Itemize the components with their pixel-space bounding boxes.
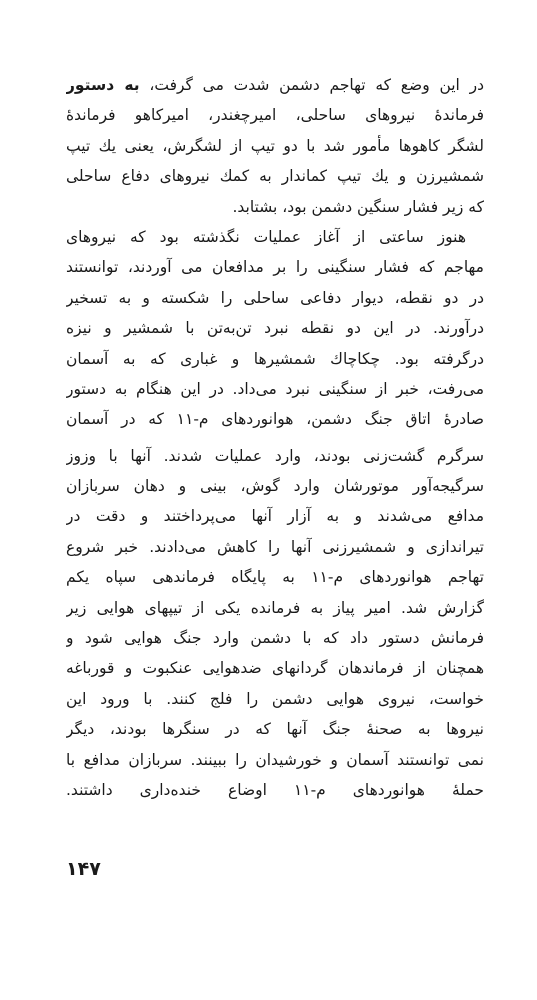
text-line: خواست، نیروی هوایی دشمن را فلج کنند. با ورود این <box>66 689 484 708</box>
text-line: مدافع می‌شدند و به آزار آنها می‌پرداختند و دقت در <box>66 507 484 526</box>
text-line: فرمانش دستور داد که با دشمن وارد جنگ هوایی شود و <box>66 629 484 648</box>
text-line: می‌رفت، خبر از سنگینی نبرد می‌داد. در این هنگام به دستور <box>66 379 484 398</box>
text-line: حملهٔ هوانوردهای م-۱۱ اوضاع خنده‌داری داشتند. <box>66 780 484 799</box>
page-number: ۱۴۷ <box>66 858 101 880</box>
text-line: تهاجم هوانوردهای م-۱۱ به پایگاه فرماندهی سپاه یکم <box>66 568 484 587</box>
text-line: شمشیرزن و یك تیپ کماندار به کمك نیروهای دفاع ساحلی <box>66 167 484 186</box>
text-line: مهاجم که فشار سنگینی را بر مدافعان می آوردند، توانستند <box>66 258 484 277</box>
text-run: در این وضع که تهاجم دشمن شدت می گرفت، <box>139 76 484 94</box>
text-line: درگرفته بود. چکاچاك شمشیرها و غباری که به آسمان <box>66 349 484 368</box>
text-line: سرگرم گشت‌زنی بودند، وارد عملیات شدند. آنها با وزوز <box>66 446 484 465</box>
text-line: نیروها به صحنهٔ جنگ آنها که در سنگرها بودند، دیگر <box>66 720 484 739</box>
body-text <box>66 70 484 805</box>
text-line: نمی توانستند آسمان و خورشیدان را ببینند. سربازان مدافع با <box>66 750 484 769</box>
text-line: در دو نقطه، دیوار دفاعی ساحلی را شکسته و به تسخیر <box>66 288 484 307</box>
text-line: تیراندازی و شمشیرزنی آنها را کاهش می‌دادند. خبر شروع <box>66 537 484 556</box>
text-line: که زیر فشار سنگین دشمن بود، بشتابد. <box>232 197 484 216</box>
text-line: فرماندهٔ نیروهای ساحلی، امیرچغندر، امیرکاهو فرماندهٔ <box>66 106 484 125</box>
text-line: لشگر کاهوها مأمور شد با دو تیپ از لشگرش، یعنی یك تیپ <box>66 136 484 155</box>
text-line <box>66 70 484 100</box>
text-line: هنوز ساعتی از آغاز عملیات نگذشته بود که نیروهای <box>66 227 466 246</box>
text-line: صادرهٔ اتاق جنگ دشمن، هوانوردهای م-۱۱ که در آسمان <box>66 410 484 429</box>
bold-text-run: به دستور <box>66 76 140 94</box>
text-line: گزارش شد. امیر پیاز به فرمانده یکی از تیپهای هوایی زیر <box>66 598 484 617</box>
text-line: همچنان از فرماندهان گردانهای ضدهوایی عنکبوت و قورباغه <box>66 659 484 678</box>
text-line: سرگیجه‌آور موتورشان وارد گوش، بینی و دهان سربازان <box>66 477 484 496</box>
text-line: درآورند. در این دو نقطه نبرد تن‌به‌تن با شمشیر و نیزه <box>66 319 484 338</box>
